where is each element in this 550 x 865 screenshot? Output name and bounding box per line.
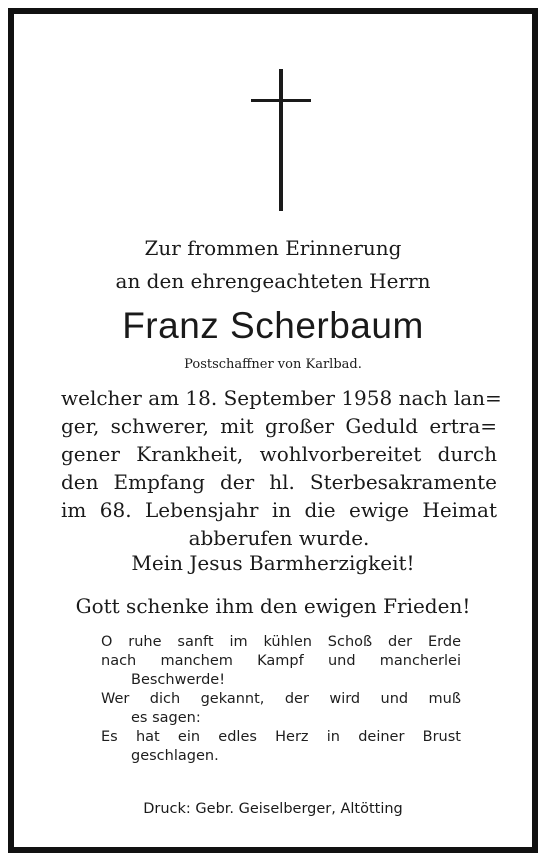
poem-line: es sagen: bbox=[131, 710, 201, 726]
biography-line: im 68. Lebensjahr in die ewige Heimat bbox=[61, 498, 497, 522]
prayer-mercy: Mein Jesus Barmherzigkeit! bbox=[131, 551, 415, 575]
cross-horizontal-beam bbox=[251, 99, 311, 102]
biography-line: abberufen wurde. bbox=[188, 526, 370, 550]
deceased-occupation: Postschaffner von Karlbad. bbox=[184, 357, 362, 372]
poem-line: geschlagen. bbox=[131, 748, 219, 764]
poem-line: Wer dich gekannt, der wird und muß bbox=[101, 691, 461, 707]
biography-line: welcher am 18. September 1958 nach lan= bbox=[61, 386, 502, 410]
memorial-card bbox=[8, 8, 538, 853]
intro-line: an den ehrengeachteten Herrn bbox=[115, 269, 431, 293]
intro-text bbox=[14, 232, 532, 298]
biography-line: den Empfang der hl. Sterbesakramente bbox=[61, 470, 497, 494]
poem-line: Es hat ein edles Herz in deiner Brust bbox=[101, 729, 461, 745]
prayer-peace: Gott schenke ihm den ewigen Frieden! bbox=[75, 594, 471, 618]
memorial-poem bbox=[101, 633, 461, 766]
biography-text bbox=[61, 384, 502, 552]
cross-icon bbox=[14, 69, 532, 217]
printer-imprint: Druck: Gebr. Geiselberger, Altötting bbox=[143, 801, 403, 817]
intro-line: Zur frommen Erinnerung bbox=[144, 236, 402, 260]
biography-line: gener Krankheit, wohlvorbereitet durch bbox=[61, 442, 497, 466]
cross-vertical-beam bbox=[279, 69, 283, 211]
deceased-name: Franz Scherbaum bbox=[122, 305, 424, 346]
poem-line: nach manchem Kampf und mancherlei bbox=[101, 653, 461, 669]
poem-line: O ruhe sanft im kühlen Schoß der Erde bbox=[101, 634, 461, 650]
poem-line: Beschwerde! bbox=[131, 672, 226, 688]
biography-line: ger, schwerer, mit großer Geduld ertra= bbox=[61, 414, 497, 438]
